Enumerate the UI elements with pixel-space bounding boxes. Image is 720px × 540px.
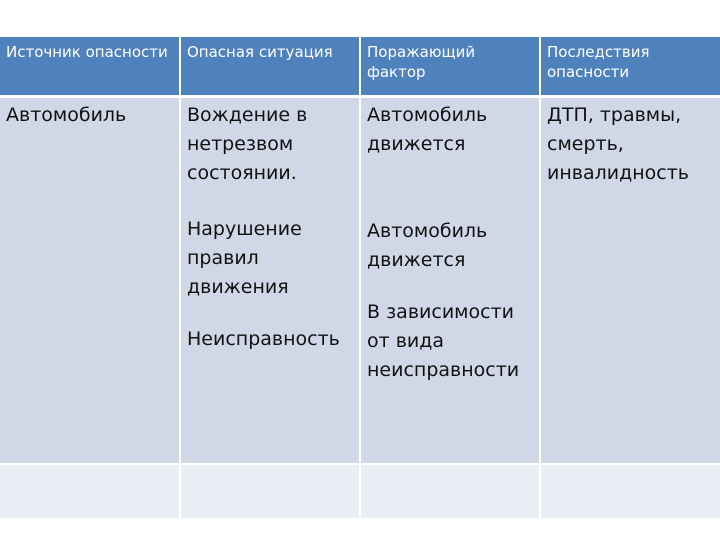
situation-item: Вождение в нетрезвом состоянии. — [187, 104, 308, 184]
consequences-text: ДТП, травмы, смерть, инвалидность — [547, 104, 689, 184]
header-factor: Поражающий фактор — [360, 37, 540, 97]
cell-consequences — [540, 97, 720, 465]
header-source: Источник опасности — [0, 37, 180, 97]
table-row — [0, 97, 720, 465]
empty-cell — [0, 464, 180, 519]
cell-source — [0, 97, 180, 465]
factor-item: В зависимости от вида неисправности — [367, 301, 520, 381]
empty-cell — [180, 464, 360, 519]
factor-item: Автомобиль движется — [367, 220, 488, 271]
cell-factors — [360, 97, 540, 465]
header-consequences: Последствия опасности — [540, 37, 720, 97]
header-row — [0, 37, 720, 97]
situation-item: Нарушение правил движения — [187, 218, 302, 298]
table-row-empty — [0, 464, 720, 519]
factor-item: Автомобиль движется — [367, 104, 488, 155]
situation-item: Неисправность — [187, 328, 340, 350]
hazard-table-container — [0, 37, 720, 520]
empty-cell — [360, 464, 540, 519]
hazard-table — [0, 37, 720, 520]
header-situation: Опасная ситуация — [180, 37, 360, 97]
cell-situations — [180, 97, 360, 465]
empty-cell — [540, 464, 720, 519]
source-text: Автомобиль — [6, 104, 127, 126]
